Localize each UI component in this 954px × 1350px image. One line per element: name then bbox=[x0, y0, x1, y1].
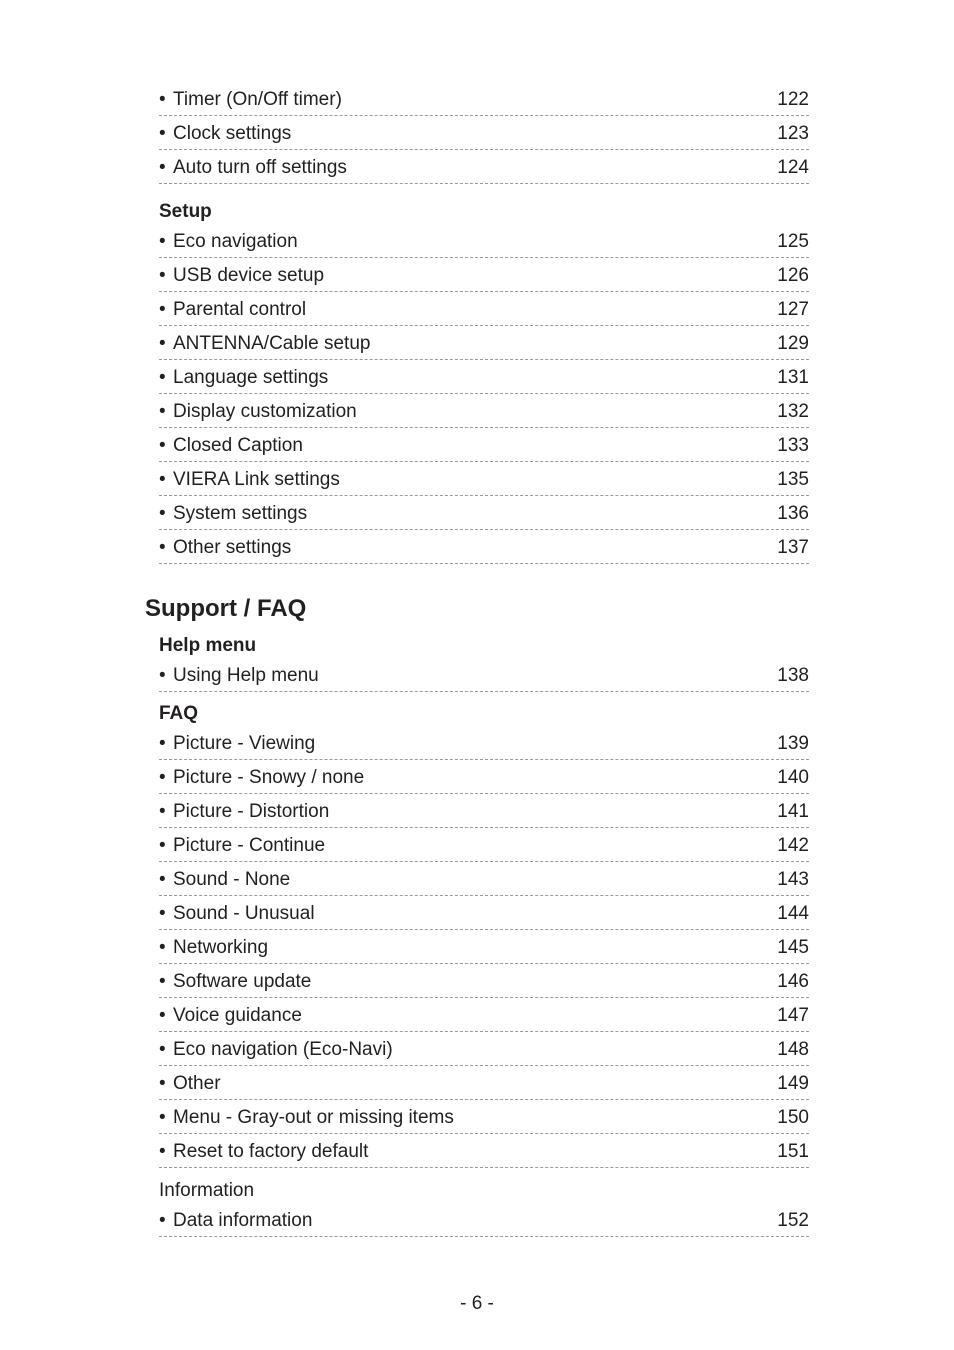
toc-entry-page: 149 bbox=[777, 1073, 809, 1094]
bullet-icon: • bbox=[159, 937, 166, 958]
toc-entry-page: 135 bbox=[777, 469, 809, 490]
toc-entry-page: 129 bbox=[777, 333, 809, 354]
toc-entry-label: Data information bbox=[173, 1210, 313, 1231]
toc-entry-page: 133 bbox=[777, 435, 809, 456]
toc-row[interactable] bbox=[159, 326, 809, 360]
group-heading-information: Information bbox=[159, 1180, 255, 1201]
group-heading-help-menu: Help menu bbox=[159, 635, 257, 656]
toc-entry-page: 145 bbox=[777, 937, 809, 958]
toc-entry-label: Clock settings bbox=[173, 123, 292, 144]
toc-entry-label: Other bbox=[173, 1073, 221, 1094]
toc-entry-label: USB device setup bbox=[173, 265, 325, 286]
toc-entry-page: 142 bbox=[777, 835, 809, 856]
toc-row[interactable] bbox=[159, 658, 809, 692]
toc-row[interactable] bbox=[159, 828, 809, 862]
toc-entry-label: Language settings bbox=[173, 367, 329, 388]
toc-entry-page: 132 bbox=[777, 401, 809, 422]
bullet-icon: • bbox=[159, 435, 166, 456]
toc-entry-page: 124 bbox=[777, 157, 809, 178]
bullet-icon: • bbox=[159, 971, 166, 992]
toc-row[interactable] bbox=[159, 726, 809, 760]
toc-entry-page: 151 bbox=[777, 1141, 809, 1162]
toc-entry-label: Picture - Snowy / none bbox=[173, 767, 365, 788]
toc-entry-label: Networking bbox=[173, 937, 269, 958]
toc-entry-page: 136 bbox=[777, 503, 809, 524]
toc-entry-label: Timer (On/Off timer) bbox=[173, 89, 342, 110]
bullet-icon: • bbox=[159, 767, 166, 788]
toc-entry-label: Sound - Unusual bbox=[173, 903, 315, 924]
page-number: - 6 - bbox=[460, 1293, 494, 1314]
bullet-icon: • bbox=[159, 469, 166, 490]
toc-entry-page: 144 bbox=[777, 903, 809, 924]
toc-entry-page: 146 bbox=[777, 971, 809, 992]
bullet-icon: • bbox=[159, 89, 166, 110]
toc-row[interactable] bbox=[159, 964, 809, 998]
toc-group-timer bbox=[159, 82, 809, 184]
bullet-icon: • bbox=[159, 1107, 166, 1128]
toc-row[interactable] bbox=[159, 428, 809, 462]
toc-entry-page: 141 bbox=[777, 801, 809, 822]
toc-row[interactable] bbox=[159, 760, 809, 794]
toc-row[interactable] bbox=[159, 794, 809, 828]
bullet-icon: • bbox=[159, 1039, 166, 1060]
toc-row[interactable] bbox=[159, 896, 809, 930]
toc-entry-page: 126 bbox=[777, 265, 809, 286]
toc-entry-label: Other settings bbox=[173, 537, 292, 558]
toc-group-setup bbox=[159, 199, 809, 564]
toc-row[interactable] bbox=[159, 116, 809, 150]
bullet-icon: • bbox=[159, 903, 166, 924]
toc-row[interactable] bbox=[159, 82, 809, 116]
bullet-icon: • bbox=[159, 367, 166, 388]
toc-entry-page: 147 bbox=[777, 1005, 809, 1026]
toc-entry-label: Sound - None bbox=[173, 869, 291, 890]
toc-entry-label: Closed Caption bbox=[173, 435, 303, 456]
toc-row[interactable] bbox=[159, 394, 809, 428]
toc-entry-page: 125 bbox=[777, 231, 809, 252]
toc-group-faq bbox=[159, 701, 809, 1168]
toc-entry-label: Picture - Continue bbox=[173, 835, 326, 856]
bullet-icon: • bbox=[159, 1141, 166, 1162]
bullet-icon: • bbox=[159, 801, 166, 822]
bullet-icon: • bbox=[159, 299, 166, 320]
bullet-icon: • bbox=[159, 401, 166, 422]
toc-entry-page: 148 bbox=[777, 1039, 809, 1060]
bullet-icon: • bbox=[159, 265, 166, 286]
toc-entry-label: Eco navigation bbox=[173, 231, 298, 252]
toc-row[interactable] bbox=[159, 1203, 809, 1237]
toc-row[interactable] bbox=[159, 292, 809, 326]
toc-entry-label: Picture - Distortion bbox=[173, 801, 330, 822]
toc-row[interactable] bbox=[159, 930, 809, 964]
bullet-icon: • bbox=[159, 835, 166, 856]
toc-entry-page: 143 bbox=[777, 869, 809, 890]
toc-entry-label: Software update bbox=[173, 971, 312, 992]
section-title-support-faq: Support / FAQ bbox=[145, 595, 307, 622]
toc-entry-label: Display customization bbox=[173, 401, 357, 422]
toc-entry-label: Voice guidance bbox=[173, 1005, 302, 1026]
toc-entry-page: 123 bbox=[777, 123, 809, 144]
group-heading-setup: Setup bbox=[159, 201, 212, 222]
toc-entry-label: Using Help menu bbox=[173, 665, 319, 686]
toc-row[interactable] bbox=[159, 998, 809, 1032]
bullet-icon: • bbox=[159, 1073, 166, 1094]
toc-entry-page: 122 bbox=[777, 89, 809, 110]
group-heading-faq: FAQ bbox=[159, 703, 199, 724]
toc-row[interactable] bbox=[159, 258, 809, 292]
toc-row[interactable] bbox=[159, 530, 809, 564]
toc-entry-page: 127 bbox=[777, 299, 809, 320]
toc-row[interactable] bbox=[159, 1066, 809, 1100]
toc-entry-label: Eco navigation (Eco-Navi) bbox=[173, 1039, 393, 1060]
toc-row[interactable] bbox=[159, 150, 809, 184]
bullet-icon: • bbox=[159, 157, 166, 178]
toc-entry-page: 152 bbox=[777, 1210, 809, 1231]
toc-entry-label: Picture - Viewing bbox=[173, 733, 316, 754]
toc-row[interactable] bbox=[159, 1100, 809, 1134]
toc-entry-label: Reset to factory default bbox=[173, 1141, 369, 1162]
toc-entry-label: VIERA Link settings bbox=[173, 469, 340, 490]
toc-entry-label: ANTENNA/Cable setup bbox=[173, 333, 371, 354]
bullet-icon: • bbox=[159, 123, 166, 144]
bullet-icon: • bbox=[159, 503, 166, 524]
toc-entry-page: 150 bbox=[777, 1107, 809, 1128]
toc-entry-page: 138 bbox=[777, 665, 809, 686]
toc-entry-label: System settings bbox=[173, 503, 308, 524]
bullet-icon: • bbox=[159, 869, 166, 890]
bullet-icon: • bbox=[159, 333, 166, 354]
toc-row[interactable] bbox=[159, 462, 809, 496]
bullet-icon: • bbox=[159, 733, 166, 754]
toc-row[interactable] bbox=[159, 360, 809, 394]
toc-row[interactable] bbox=[159, 496, 809, 530]
bullet-icon: • bbox=[159, 1210, 166, 1231]
toc-entry-page: 140 bbox=[777, 767, 809, 788]
bullet-icon: • bbox=[159, 231, 166, 252]
toc-entry-page: 131 bbox=[777, 367, 809, 388]
toc-entry-label: Parental control bbox=[173, 299, 307, 320]
toc-row[interactable] bbox=[159, 224, 809, 258]
bullet-icon: • bbox=[159, 537, 166, 558]
toc-entry-label: Auto turn off settings bbox=[173, 157, 347, 178]
toc-group-information bbox=[159, 1178, 809, 1237]
bullet-icon: • bbox=[159, 665, 166, 686]
bullet-icon: • bbox=[159, 1005, 166, 1026]
toc-row[interactable] bbox=[159, 1032, 809, 1066]
toc-entry-page: 139 bbox=[777, 733, 809, 754]
toc-group-help-menu bbox=[159, 633, 809, 692]
toc-entry-page: 137 bbox=[777, 537, 809, 558]
toc-row[interactable] bbox=[159, 1134, 809, 1168]
toc-entry-label: Menu - Gray-out or missing items bbox=[173, 1107, 454, 1128]
toc-row[interactable] bbox=[159, 862, 809, 896]
